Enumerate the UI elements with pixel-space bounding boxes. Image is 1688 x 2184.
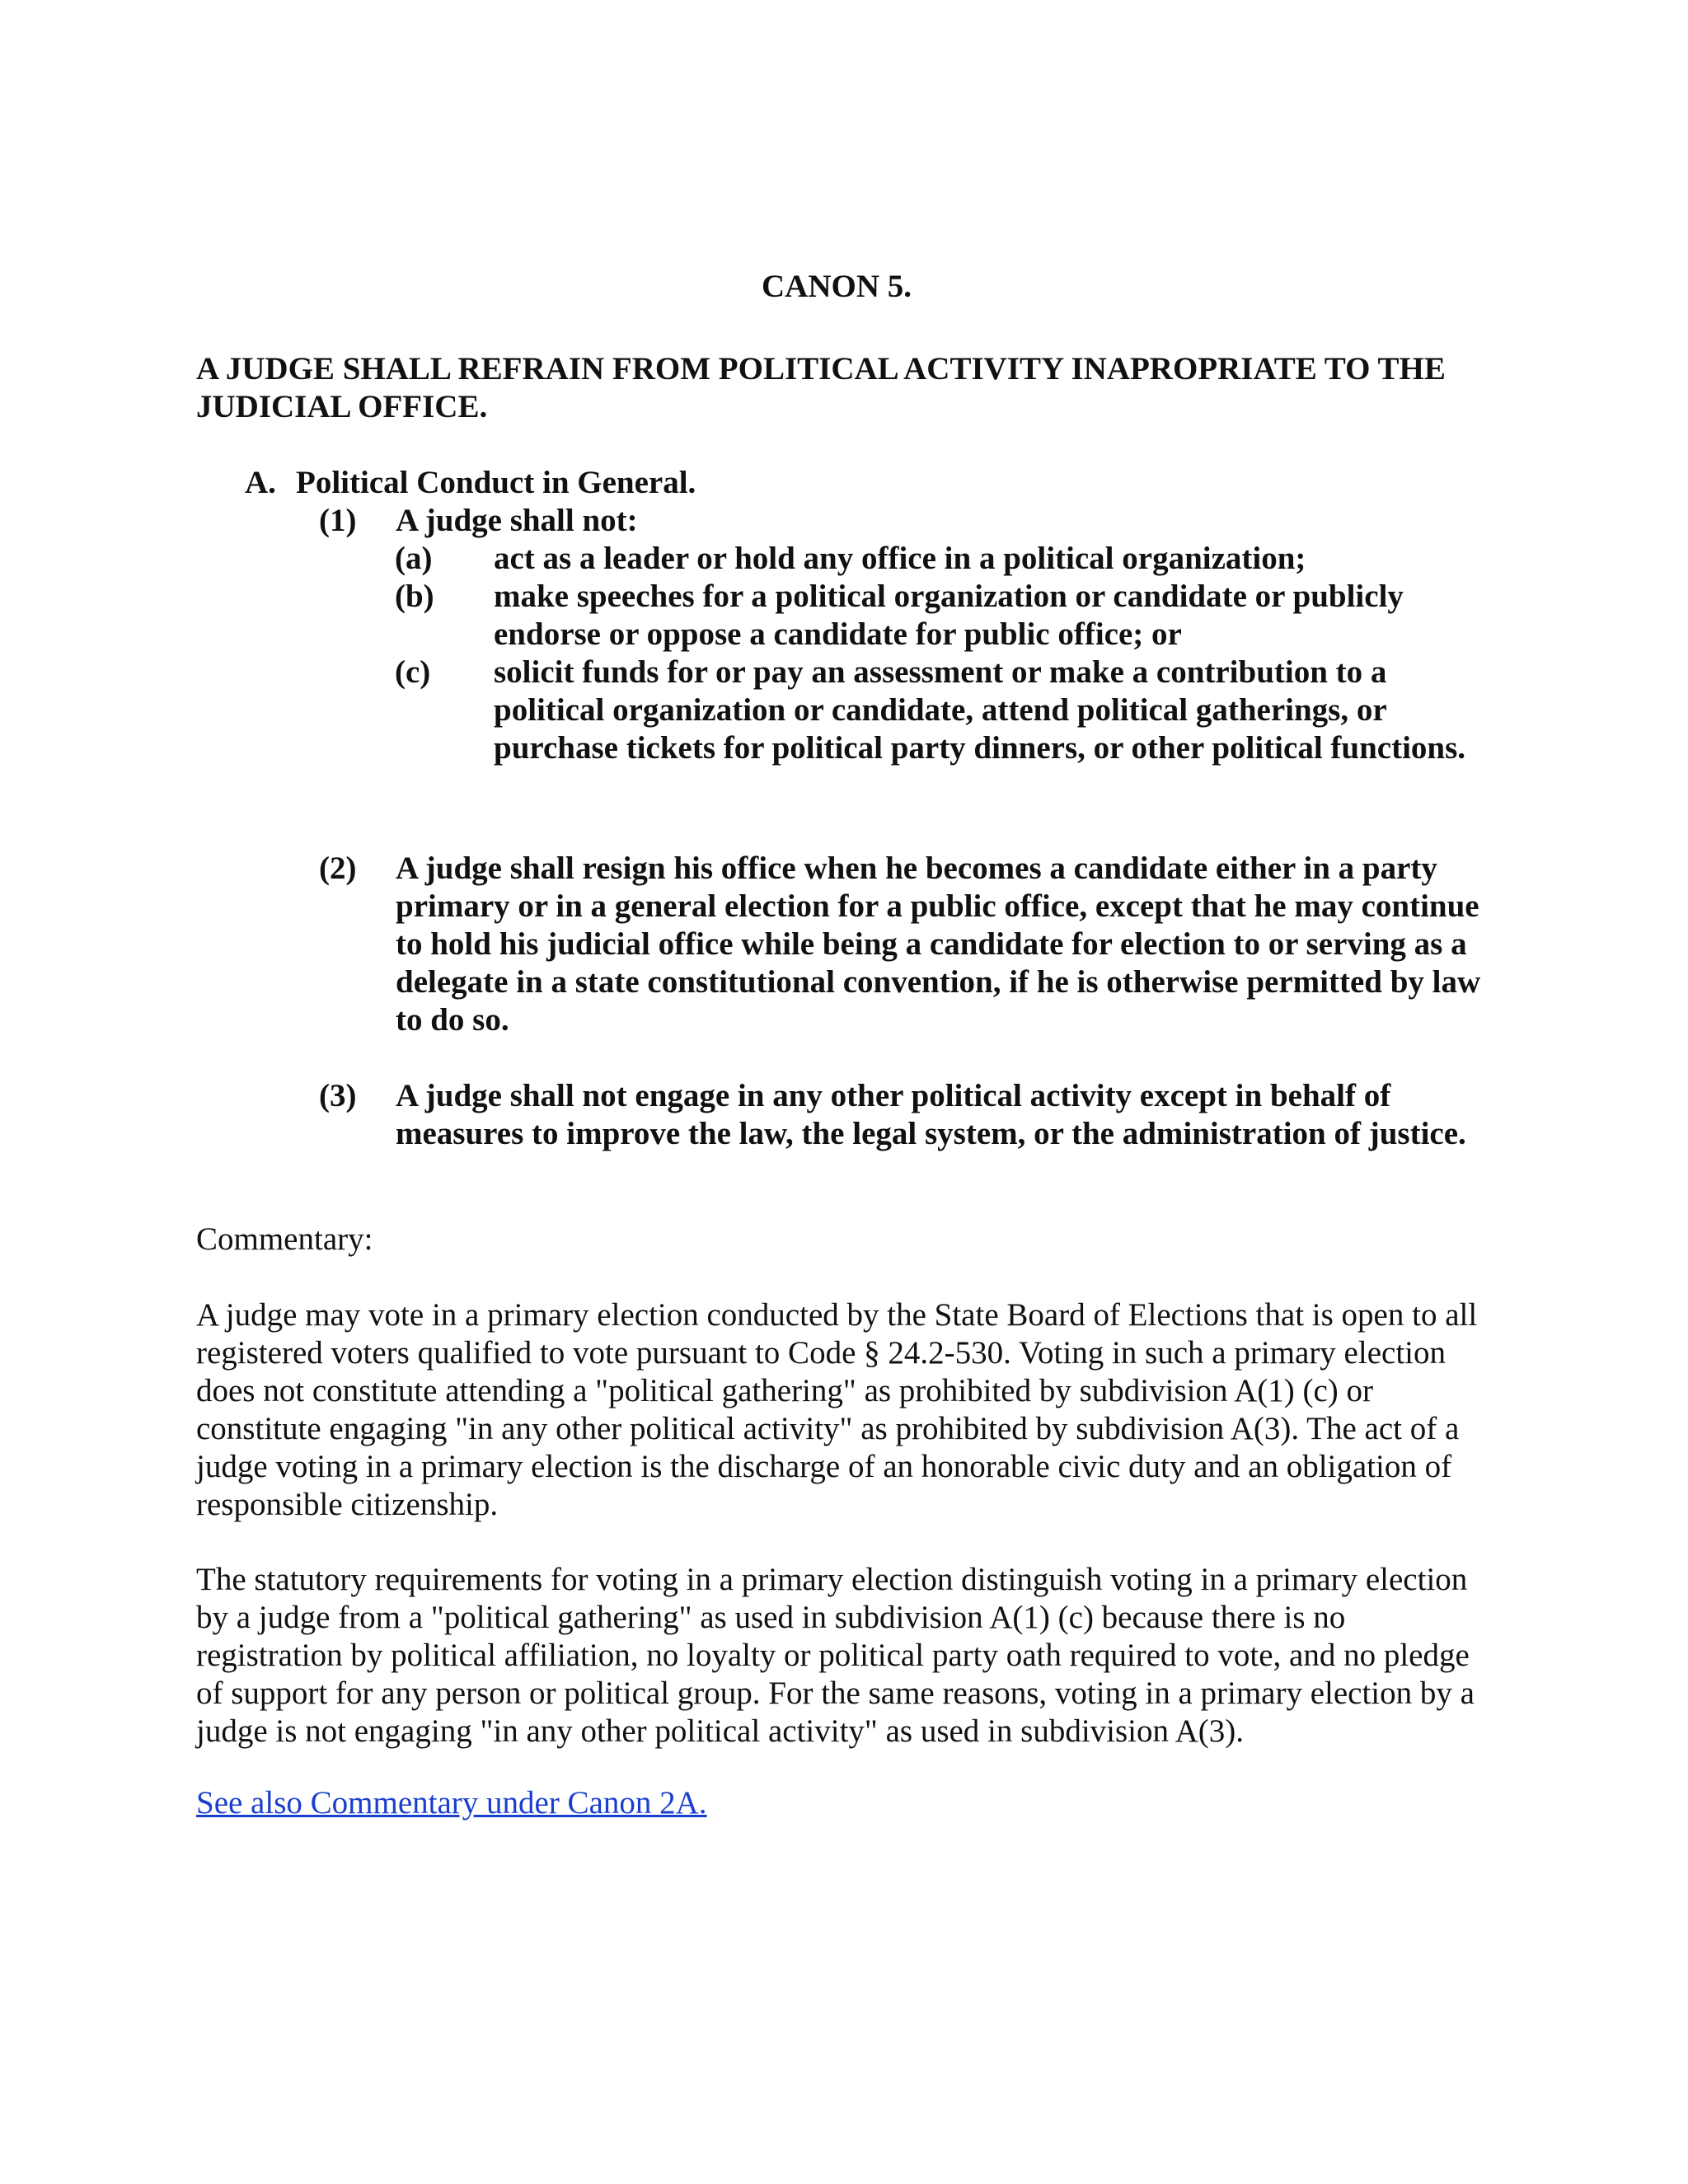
subitem-b-letter: (b) xyxy=(395,579,434,614)
rule-3-text: A judge shall not engage in any other political activity except in behalf of measures to improve the law, the legal system, or the administration of justice. xyxy=(396,1078,1466,1151)
section-heading xyxy=(245,464,696,502)
subitem-c xyxy=(395,654,1491,767)
subitem-a-text: act as a leader or hold any office in a political organization; xyxy=(494,541,1306,576)
rule-1 xyxy=(319,502,1489,540)
commentary-label: Commentary: xyxy=(196,1221,373,1257)
rule-3-number: (3) xyxy=(319,1078,357,1113)
rule-2-number: (2) xyxy=(319,851,357,886)
rule-2 xyxy=(319,850,1489,1039)
rule-1-text: A judge shall not: xyxy=(396,503,638,538)
subitem-a xyxy=(395,540,1491,578)
canon-title: A JUDGE SHALL REFRAIN FROM POLITICAL ACTIVITY INAPROPRIATE TO THE JUDICIAL OFFICE. xyxy=(196,351,1446,424)
rule-2-text: A judge shall resign his office when he becomes a candidate either in a party primary or in a general election for a public office, except that he may continue to hold his judicial office while being a candidate for election to or serving as a delegate in a state constitutional convention, if he is otherwise permitted by law to do so. xyxy=(396,851,1481,1038)
commentary-paragraph-1: A judge may vote in a primary election conducted by the State Board of Elections that is open to all registered voters qualified to vote pursuant to Code § 24.2-530. Voting in such a primary election does not constitute attending a "political gathering" as prohibited by subdivision A(1) (c) or constitute engaging "in any other political activity" as prohibited by subdivision A(3). The act of a judge voting in a primary election is the discharge of an honorable civic duty and an obligation of responsible citizenship. xyxy=(196,1297,1478,1522)
commentary-paragraph-2: The statutory requirements for voting in a primary election distinguish voting in a primary election by a judge from a "political gathering" as used in subdivision A(1) (c) because there is no registration by political affiliation, no loyalty or political party oath required to vote, and no pledge of support for any person or political group. For the same reasons, voting in a primary election by a judge is not engaging "in any other political activity" as used in subdivision A(3). xyxy=(196,1562,1475,1749)
section-letter: A. xyxy=(245,465,276,500)
see-also-link[interactable]: See also Commentary under Canon 2A. xyxy=(196,1785,707,1821)
subitem-b xyxy=(395,578,1491,654)
rule-3 xyxy=(319,1077,1489,1153)
section-heading-text: Political Conduct in General. xyxy=(296,465,696,500)
subitem-b-text: make speeches for a political organization or candidate or publicly endorse or oppose a candidate for public office; or xyxy=(494,579,1404,652)
subitem-c-text: solicit funds for or pay an assessment or make a contribution to a political organization or candidate, attend political gatherings, or purchase tickets for political party dinners, or other political functions. xyxy=(494,654,1466,766)
subitem-a-letter: (a) xyxy=(395,541,433,576)
canon-number: CANON 5. xyxy=(762,269,912,304)
subitem-c-letter: (c) xyxy=(395,654,431,690)
rule-1-subitems xyxy=(395,540,1491,767)
rule-1-number: (1) xyxy=(319,503,357,538)
